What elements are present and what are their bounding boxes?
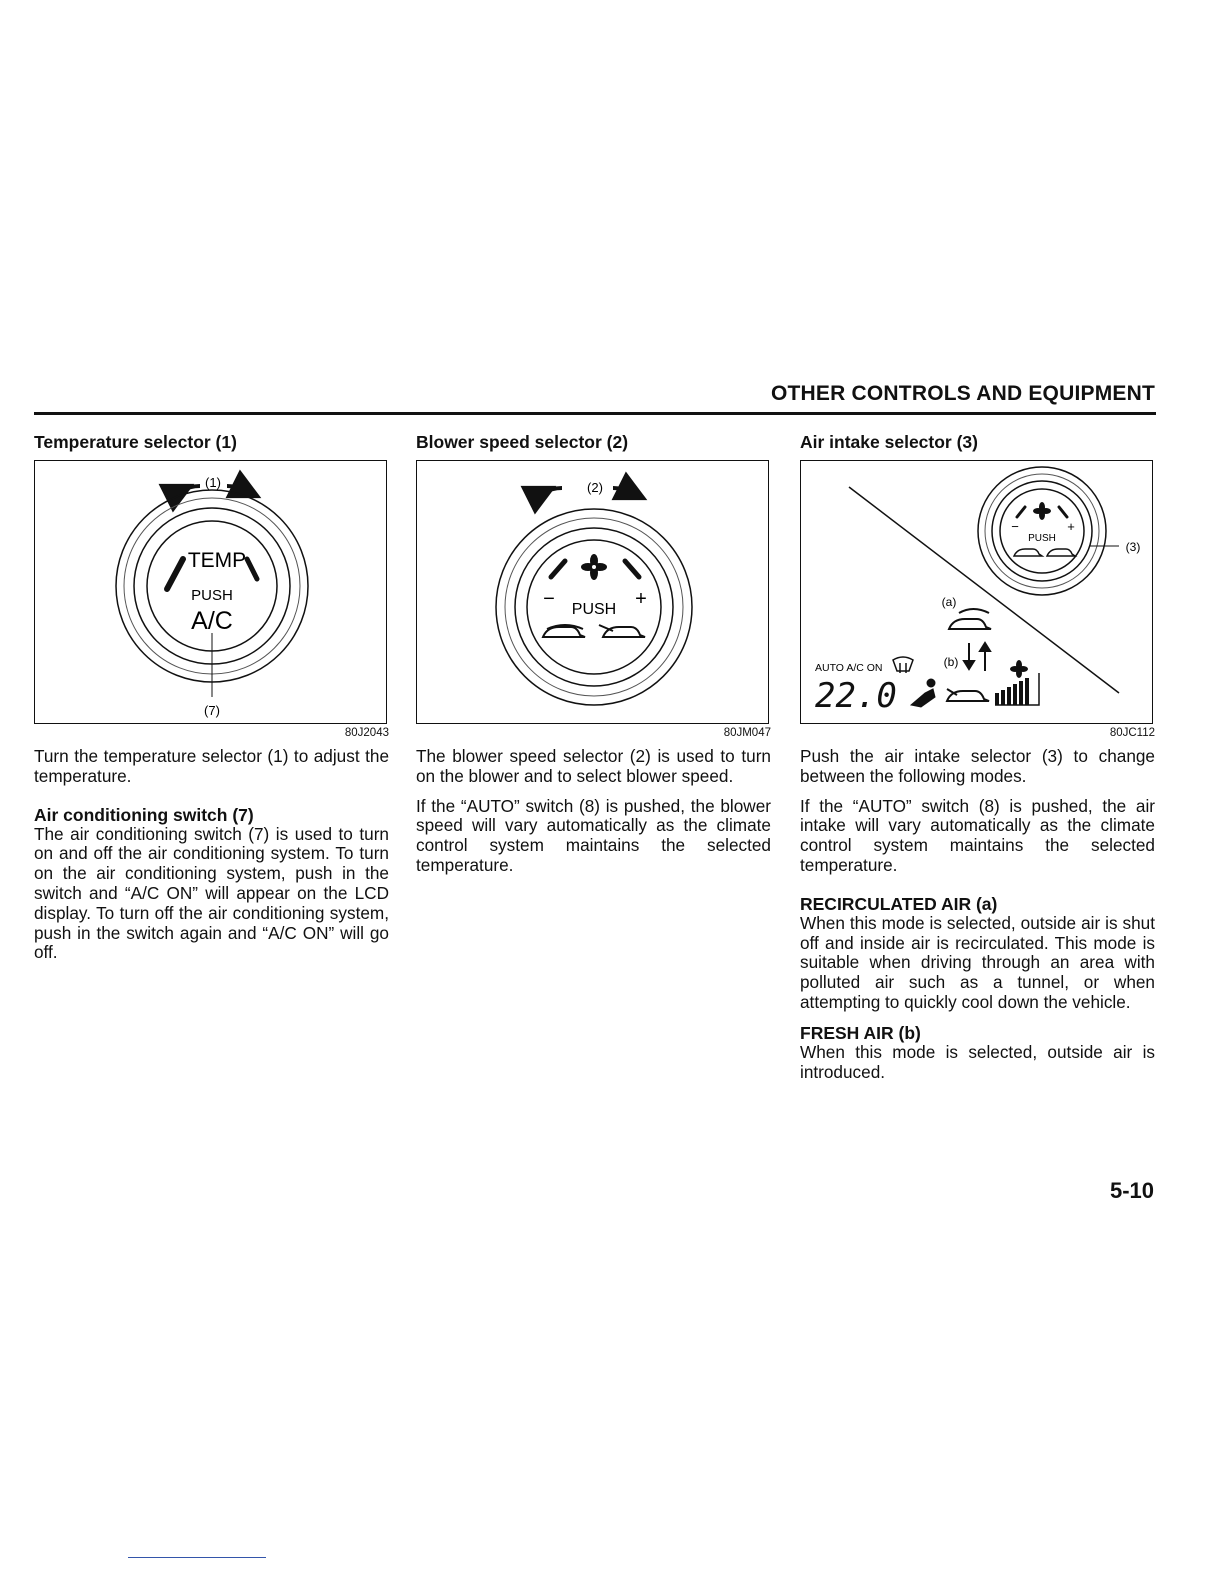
temp-cold-mark-icon (167, 559, 183, 589)
temperature-figure (34, 460, 387, 724)
lcd-status-text: AUTO A/C ON (815, 662, 883, 674)
temperature-dial-illustration (35, 461, 386, 723)
temperature-column (34, 432, 389, 963)
knob-push-label: PUSH (1028, 533, 1056, 544)
fresh-air-arrows-icon (964, 643, 990, 671)
intake-selector-illustration (801, 461, 1152, 723)
knob-temp-label: TEMP (187, 549, 247, 572)
recirculated-air-heading: RECIRCULATED AIR (a) (800, 893, 998, 914)
fresh-air-car-icon (599, 625, 645, 637)
callout-b: (b) (943, 655, 959, 669)
figure-code: 80JC112 (1109, 727, 1155, 739)
fan-speed-icon (1010, 660, 1028, 678)
speed-high-mark-icon (625, 561, 639, 577)
intake-heading: Air intake selector (3) (800, 432, 978, 452)
intake-para-1: Push the air intake selector (3) to change between the following modes. (800, 746, 1155, 786)
callout-1: (1) (205, 475, 221, 490)
header-rule (34, 412, 1156, 415)
blower-dial-illustration (417, 461, 768, 723)
fresh-air-heading: FRESH AIR (b) (800, 1022, 921, 1043)
fresh-air-body: When this mode is selected, outside air is introduced. (800, 1041, 1155, 1082)
temperature-intro: Turn the temperature selector (1) to adjust the temperature. (34, 746, 389, 786)
ac-switch-heading: Air conditioning switch (7) (34, 804, 254, 825)
dial-outer-ring (978, 467, 1106, 595)
recirculated-air-body: When this mode is selected, outside air is shut off and inside air is recirculated. This mode is suitable when driving through an area with polluted air such as a tunnel, or when attempting to quickly cool down the vehicle. (800, 912, 1155, 1012)
recirculate-lcd-car-icon (947, 689, 989, 701)
blower-para-1: The blower speed selector (2) is used to turn on the blower and to select blower speed. (416, 746, 771, 786)
blower-heading: Blower speed selector (2) (416, 432, 629, 452)
figure-code: 80J2043 (344, 727, 389, 739)
temp-hot-mark-icon (247, 559, 257, 579)
callout-a: (a) (941, 595, 957, 609)
lcd-temperature: 22.0 (815, 676, 897, 716)
blower-figure (416, 460, 769, 724)
knob-ac-label: A/C (191, 607, 233, 635)
figure-code: 80JM047 (723, 727, 771, 739)
callout-2: (2) (587, 480, 603, 495)
airflow-person-icon (911, 679, 935, 707)
minus-label: − (1011, 519, 1019, 534)
fan-speed-bars-icon (995, 678, 1029, 705)
defroster-icon (893, 657, 913, 673)
recirculate-car-icon (543, 625, 585, 637)
section-title: OTHER CONTROLS AND EQUIPMENT (771, 382, 1155, 405)
knob-push-label: PUSH (191, 587, 233, 604)
page-number: 5-10 (1109, 1178, 1154, 1203)
blower-column (416, 432, 771, 876)
callout-3: (3) (1125, 540, 1141, 554)
knob-push-label: PUSH (571, 601, 617, 618)
rotate-left-arrow-icon (542, 488, 562, 493)
plus-label: + (1067, 519, 1075, 534)
callout-7: (7) (204, 703, 220, 718)
footer-line (128, 1557, 266, 1558)
speed-low-mark-icon (551, 561, 565, 577)
rotate-right-arrow-icon (613, 488, 633, 493)
rotate-left-arrow-icon (180, 486, 200, 491)
plus-label: + (635, 588, 647, 610)
fan-icon (581, 554, 607, 580)
rotate-right-arrow-icon (227, 486, 247, 491)
recirculated-air-car-icon (949, 609, 991, 629)
intake-column (800, 432, 1155, 1082)
blower-para-2: If the “AUTO” switch (8) is pushed, the blower speed will vary automatically as the climate control system maintains the selected temperature. (416, 795, 771, 875)
minus-label: − (543, 588, 555, 610)
ac-switch-body: The air conditioning switch (7) is used to turn on and off the air conditioning system. To turn on the air conditioning system, push in the switch and “A/C ON” will appear on the LCD display. To turn off the air conditioning system, push in the switch again and “A/C ON” will go off. (34, 823, 389, 963)
intake-figure (800, 460, 1153, 724)
intake-para-2: If the “AUTO” switch (8) is pushed, the air intake will vary automatically as the climate control system maintains the selected temperature. (800, 795, 1155, 875)
temperature-heading: Temperature selector (1) (34, 432, 237, 452)
